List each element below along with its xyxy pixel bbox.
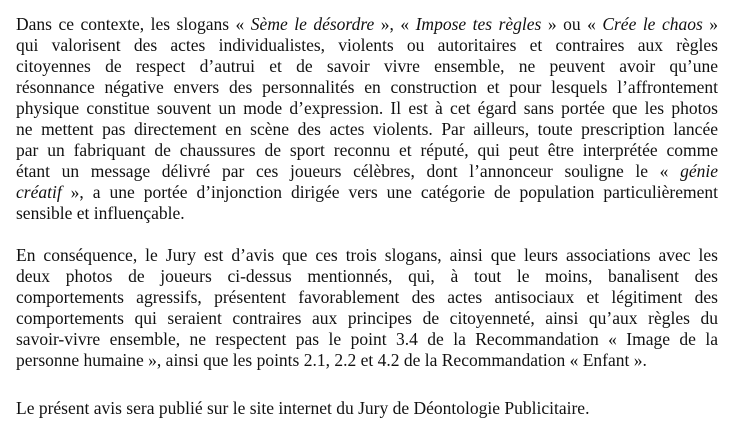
text-line: par un fabriquant de chaussures de sport reconnu et réputé, qui peut être interprétée comme — [16, 140, 718, 160]
paragraph-publication-notice — [16, 398, 718, 419]
text-line: créatif », a une portée d’injonction dirigée vers une catégorie de population particulièrement — [16, 182, 718, 202]
slogan-seme-le-desordre: Sème le désordre — [250, 14, 375, 34]
text-line: personne humaine », ainsi que les points 2.1, 2.2 et 4.2 de la Recommandation « Enfant ». — [16, 350, 647, 370]
text-line: Dans ce contexte, les slogans « Sème le désordre », « Impose tes règles » ou « Crée le chaos » — [16, 14, 719, 34]
paragraph-slogans-context — [16, 14, 718, 224]
text-line: citoyennes de respect d’autrui et de savoir vivre ensemble, ne peuvent avoir qu’une — [16, 56, 718, 76]
text-line: sensible et influençable. — [16, 203, 185, 223]
text-line: ne mettent pas directement en scène des actes violents. Par ailleurs, toute prescription lancée — [16, 119, 718, 139]
text-line: physique constitue souvent un mode d’expression. Il est à cet égard sans portée que les photos — [16, 98, 718, 118]
quote-genie-creatif-part2: créatif — [16, 182, 62, 202]
text-line: savoir-vivre ensemble, ne respectent pas le point 3.4 de la Recommandation « Image de la — [16, 329, 718, 349]
quote-genie-creatif-part1: génie — [680, 161, 718, 181]
text-line: comportements agressifs, présentent favorablement des actes antisociaux et légitiment des — [16, 287, 718, 307]
text-line: qui valorisent des actes individualistes, violents ou autoritaires et contraires aux règles — [16, 35, 718, 55]
text-line: étant un message délivré par ces joueurs célèbres, dont l’annonceur souligne le « génie — [16, 161, 718, 181]
text-line: comportements qui seraient contraires aux principes de citoyenneté, ainsi qu’aux règles du — [16, 308, 718, 328]
text-line: Le présent avis sera publié sur le site internet du Jury de Déontologie Publicitaire. — [16, 398, 590, 418]
text-line: résonnance négative envers des personnalités en construction et pour lesquels l’affrontement — [16, 77, 718, 97]
text-line: deux photos de joueurs ci-dessus mentionnés, qui, à tout le moins, banalisent des — [16, 266, 718, 286]
slogan-cree-le-chaos: Crée le chaos — [602, 14, 703, 34]
slogan-impose-tes-regles: Impose tes règles — [415, 14, 542, 34]
text-line: En conséquence, le Jury est d’avis que ces trois slogans, ainsi que leurs associations avec les — [16, 245, 718, 265]
paragraph-jury-conclusion — [16, 245, 718, 371]
